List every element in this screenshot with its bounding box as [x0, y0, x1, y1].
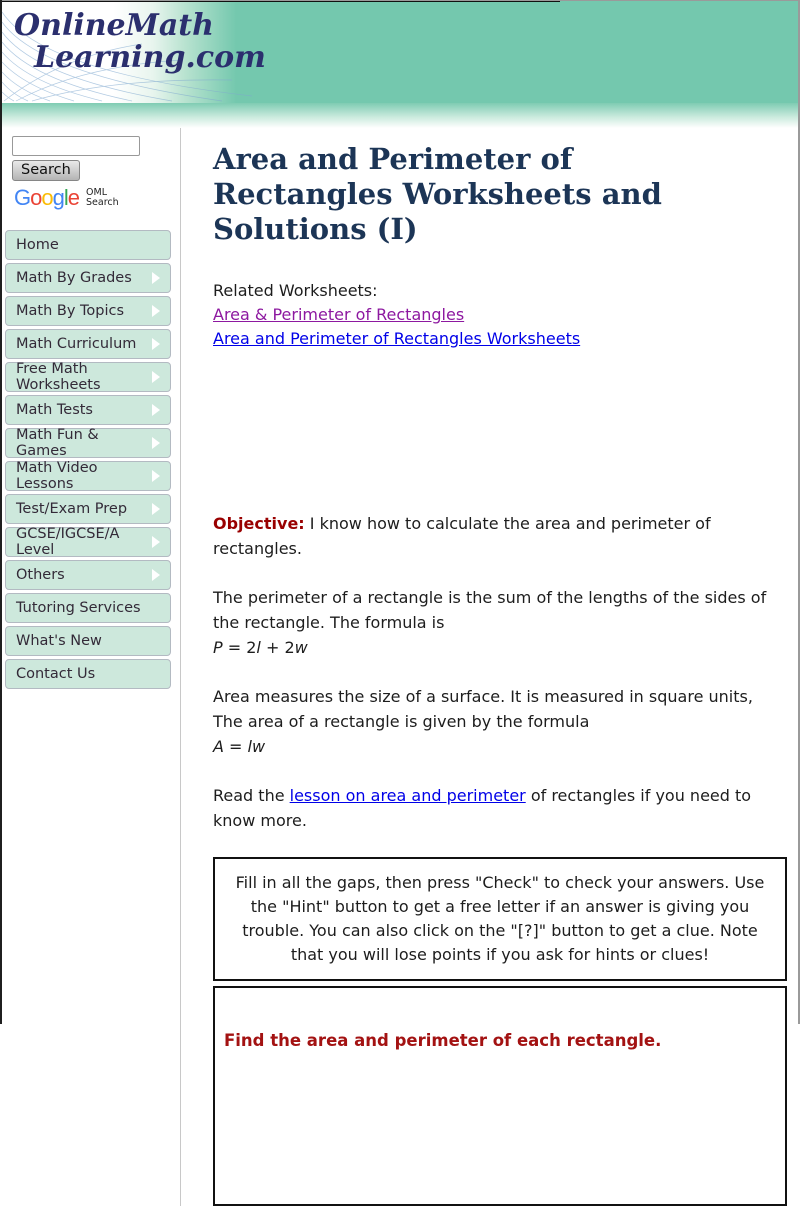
related-worksheets — [213, 279, 787, 351]
site-header — [0, 0, 800, 103]
ad-spacer — [213, 351, 787, 511]
chevron-right-icon — [152, 569, 160, 581]
chevron-right-icon — [152, 470, 160, 482]
logo-line1: OnlineMath — [14, 8, 214, 43]
site-logo[interactable] — [0, 0, 560, 103]
link-area-perimeter-rectangles-worksheets[interactable]: Area and Perimeter of Rectangles Worksheets — [213, 329, 581, 348]
sidebar-item-gcse-igcse-a-level[interactable]: GCSE/IGCSE/A Level — [5, 527, 171, 557]
exercise-box — [213, 986, 787, 1206]
link-area-perimeter-rectangles[interactable]: Area & Perimeter of Rectangles — [213, 305, 465, 324]
oml-search-label: OML Search — [86, 187, 119, 208]
sidebar-item-test-exam-prep[interactable]: Test/Exam Prep — [5, 494, 171, 524]
chevron-right-icon — [152, 437, 160, 449]
chevron-right-icon — [152, 404, 160, 416]
logo-line2: Learning.com — [34, 40, 266, 75]
sidebar-item-math-curriculum[interactable]: Math Curriculum — [5, 329, 171, 359]
google-logo: Google — [14, 185, 80, 210]
chevron-right-icon — [152, 371, 160, 383]
main-content — [181, 128, 800, 1206]
exercise-prompt: Find the area and perimeter of each rectangle. — [224, 1031, 662, 1050]
sidebar-item-tutoring-services[interactable]: Tutoring Services — [5, 593, 171, 623]
sidebar-item-math-fun-games[interactable]: Math Fun & Games — [5, 428, 171, 458]
objective-paragraph: Objective: I know how to calculate the area and perimeter of rectangles. — [213, 514, 711, 558]
chevron-right-icon — [152, 305, 160, 317]
google-oml-search — [14, 187, 180, 209]
page-top-edge — [0, 0, 800, 1]
chevron-right-icon — [152, 503, 160, 515]
chevron-right-icon — [152, 536, 160, 548]
related-worksheets-label: Related Worksheets: — [213, 281, 378, 300]
link-lesson-area-perimeter[interactable]: lesson on area and perimeter — [289, 786, 526, 805]
page-left-edge — [0, 0, 2, 1024]
chevron-right-icon — [152, 272, 160, 284]
logo-text — [2, 2, 560, 74]
header-gradient-band — [0, 103, 800, 128]
area-formula: A = lw — [213, 737, 266, 756]
chevron-right-icon — [152, 338, 160, 350]
sidebar-item-math-by-grades[interactable]: Math By Grades — [5, 263, 171, 293]
sidebar-item-whats-new[interactable]: What's New — [5, 626, 171, 656]
sidebar-item-home[interactable]: Home — [5, 230, 171, 260]
instructions-text: Fill in all the gaps, then press "Check" to check your answers. Use the "Hint" button to get a free letter if an answer is giving you trouble. You can also click on the "[?]" button to get a clue. Note that you will lose points if you ask for hints or clues! — [235, 873, 765, 964]
search-button[interactable]: Search — [12, 160, 80, 181]
search-input[interactable] — [12, 136, 140, 156]
objective-label: Objective: — [213, 514, 305, 533]
sidebar-item-others[interactable]: Others — [5, 560, 171, 590]
perimeter-paragraph: The perimeter of a rectangle is the sum of the lengths of the sides of the rectangle. The formula is P = 2l + 2w — [213, 585, 787, 660]
page-title: Area and Perimeter of Rectangles Worksheets and Solutions (I) — [213, 142, 662, 246]
sidebar-item-math-by-topics[interactable]: Math By Topics — [5, 296, 171, 326]
area-paragraph: Area measures the size of a surface. It is measured in square units, The area of a rectangle is given by the formula A = lw — [213, 684, 787, 759]
sidebar-item-math-tests[interactable]: Math Tests — [5, 395, 171, 425]
perimeter-formula: P = 2l + 2w — [213, 638, 308, 657]
sidebar-item-free-math-worksheets[interactable]: Free Math Worksheets — [5, 362, 171, 392]
instructions-box — [213, 857, 787, 981]
sidebar-item-math-video-lessons[interactable]: Math Video Lessons — [5, 461, 171, 491]
sidebar — [0, 128, 181, 1206]
read-lesson-paragraph: Read the lesson on area and perimeter of rectangles if you need to know more. — [213, 786, 752, 830]
sidebar-item-contact-us[interactable]: Contact Us — [5, 659, 171, 689]
sidebar-nav — [5, 230, 180, 689]
